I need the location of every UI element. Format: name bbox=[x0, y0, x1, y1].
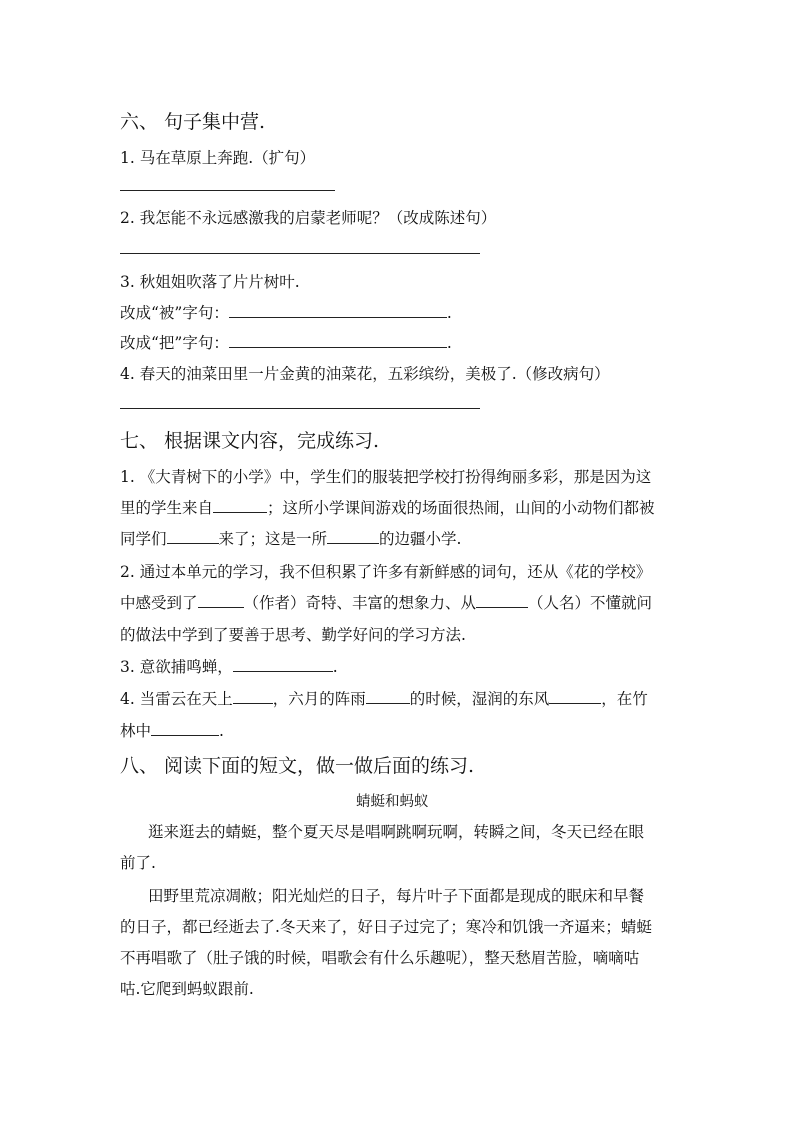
text-segment: 里的学生来自 bbox=[120, 499, 214, 517]
text-segment: （人名）不懂就问 bbox=[528, 594, 653, 612]
question-7-2-line3: 的做法中学到了要善于思考、勤学好问的学习方法. bbox=[120, 626, 466, 644]
text-segment: 来了；这是一所 bbox=[218, 530, 328, 548]
answer-blank[interactable] bbox=[476, 592, 528, 608]
answer-blank-ba[interactable] bbox=[229, 332, 447, 348]
text-segment: 的时候，湿润的东风 bbox=[409, 690, 550, 708]
section-6-heading: 六、 句子集中营. bbox=[120, 111, 266, 133]
question-6-4: 4. 春天的油菜田里一片金黄的油菜花，五彩缤纷，美极了.（修改病句） bbox=[120, 365, 610, 383]
answer-blank[interactable] bbox=[233, 688, 273, 704]
answer-line-6-4[interactable] bbox=[120, 408, 480, 409]
question-6-3b bbox=[120, 331, 452, 353]
answer-blank-bei[interactable] bbox=[229, 302, 447, 318]
answer-blank[interactable] bbox=[151, 720, 219, 736]
answer-blank[interactable] bbox=[233, 656, 333, 672]
answer-blank[interactable] bbox=[167, 528, 219, 544]
period: . bbox=[446, 304, 452, 322]
period: . bbox=[332, 658, 338, 676]
answer-line-6-1[interactable] bbox=[120, 190, 335, 191]
paragraph-2-line3: 不再唱歌了（肚子饿的时候，唱歌会有什么乐趣呢），整天愁眉苦脸，嘀嘀咕 bbox=[120, 949, 640, 967]
text-segment: ，在竹 bbox=[601, 690, 648, 708]
paragraph-1-line2: 前了. bbox=[120, 854, 156, 872]
text-segment: 4. 当雷云在天上 bbox=[120, 690, 233, 708]
answer-blank[interactable] bbox=[327, 528, 379, 544]
paragraph-1-line1: 逛来逛去的蜻蜓，整个夏天尽是唱啊跳啊玩啊，转瞬之间，冬天已经在眼 bbox=[148, 823, 645, 841]
text-segment: ；这所小学课间游戏的场面很热闹，山间的小动物们都被 bbox=[267, 499, 655, 517]
section-8-heading: 八、 阅读下面的短文，做一做后面的练习. bbox=[120, 755, 475, 777]
answer-line-6-2[interactable] bbox=[120, 253, 480, 254]
answer-blank[interactable] bbox=[366, 688, 410, 704]
answer-blank[interactable] bbox=[198, 592, 244, 608]
question-6-2: 2. 我怎能不永远感激我的启蒙老师呢？（改成陈述句） bbox=[120, 209, 497, 227]
ba-prefix: 改成“把”字句： bbox=[120, 334, 229, 352]
period: . bbox=[219, 722, 224, 740]
question-7-3 bbox=[120, 655, 338, 677]
question-7-1-line3 bbox=[120, 527, 461, 549]
question-6-1: 1. 马在草原上奔跑.（扩句） bbox=[120, 149, 316, 167]
text-segment: 中感受到了 bbox=[120, 594, 198, 612]
paragraph-2-line2: 的日子，都已经逝去了.冬天来了，好日子过完了；寒冷和饥饿一齐逼来；蜻蜓 bbox=[120, 918, 652, 936]
passage-title: 蜻蜓和蚂蚁 bbox=[356, 794, 429, 810]
question-7-4-line2 bbox=[120, 719, 224, 741]
answer-blank[interactable] bbox=[213, 497, 267, 513]
paragraph-2-line4: 咕.它爬到蚂蚁跟前. bbox=[120, 980, 254, 998]
question-7-1-line2 bbox=[120, 496, 655, 518]
text-segment: 林中 bbox=[120, 722, 152, 740]
question-6-3: 3. 秋姐姐吹落了片片树叶. bbox=[120, 273, 300, 291]
question-7-2-line2 bbox=[120, 591, 652, 613]
text-segment: 3. 意欲捕鸣蝉， bbox=[120, 658, 233, 676]
question-7-1-line1: 1. 《大青树下的小学》中，学生们的服装把学校打扮得绚丽多彩，那是因为这 bbox=[120, 468, 652, 486]
text-segment: 同学们 bbox=[120, 530, 167, 548]
section-7-heading: 七、 根据课文内容，完成练习. bbox=[120, 430, 380, 452]
text-segment: （作者）奇特、丰富的想象力、从 bbox=[243, 594, 477, 612]
question-7-2-line1: 2. 通过本单元的学习，我不但积累了许多有新鲜感的词句，还从《花的学校》 bbox=[120, 563, 652, 581]
text-segment: ，六月的阵雨 bbox=[272, 690, 366, 708]
question-7-4-line1 bbox=[120, 687, 648, 709]
answer-blank[interactable] bbox=[549, 688, 601, 704]
text-segment: 的边疆小学. bbox=[379, 530, 462, 548]
question-6-3a bbox=[120, 301, 452, 323]
paragraph-2-line1: 田野里荒凉凋敝；阳光灿烂的日子，每片叶子下面都是现成的眠床和早餐 bbox=[148, 887, 645, 905]
bei-prefix: 改成“被”字句： bbox=[120, 304, 229, 322]
period: . bbox=[446, 334, 452, 352]
